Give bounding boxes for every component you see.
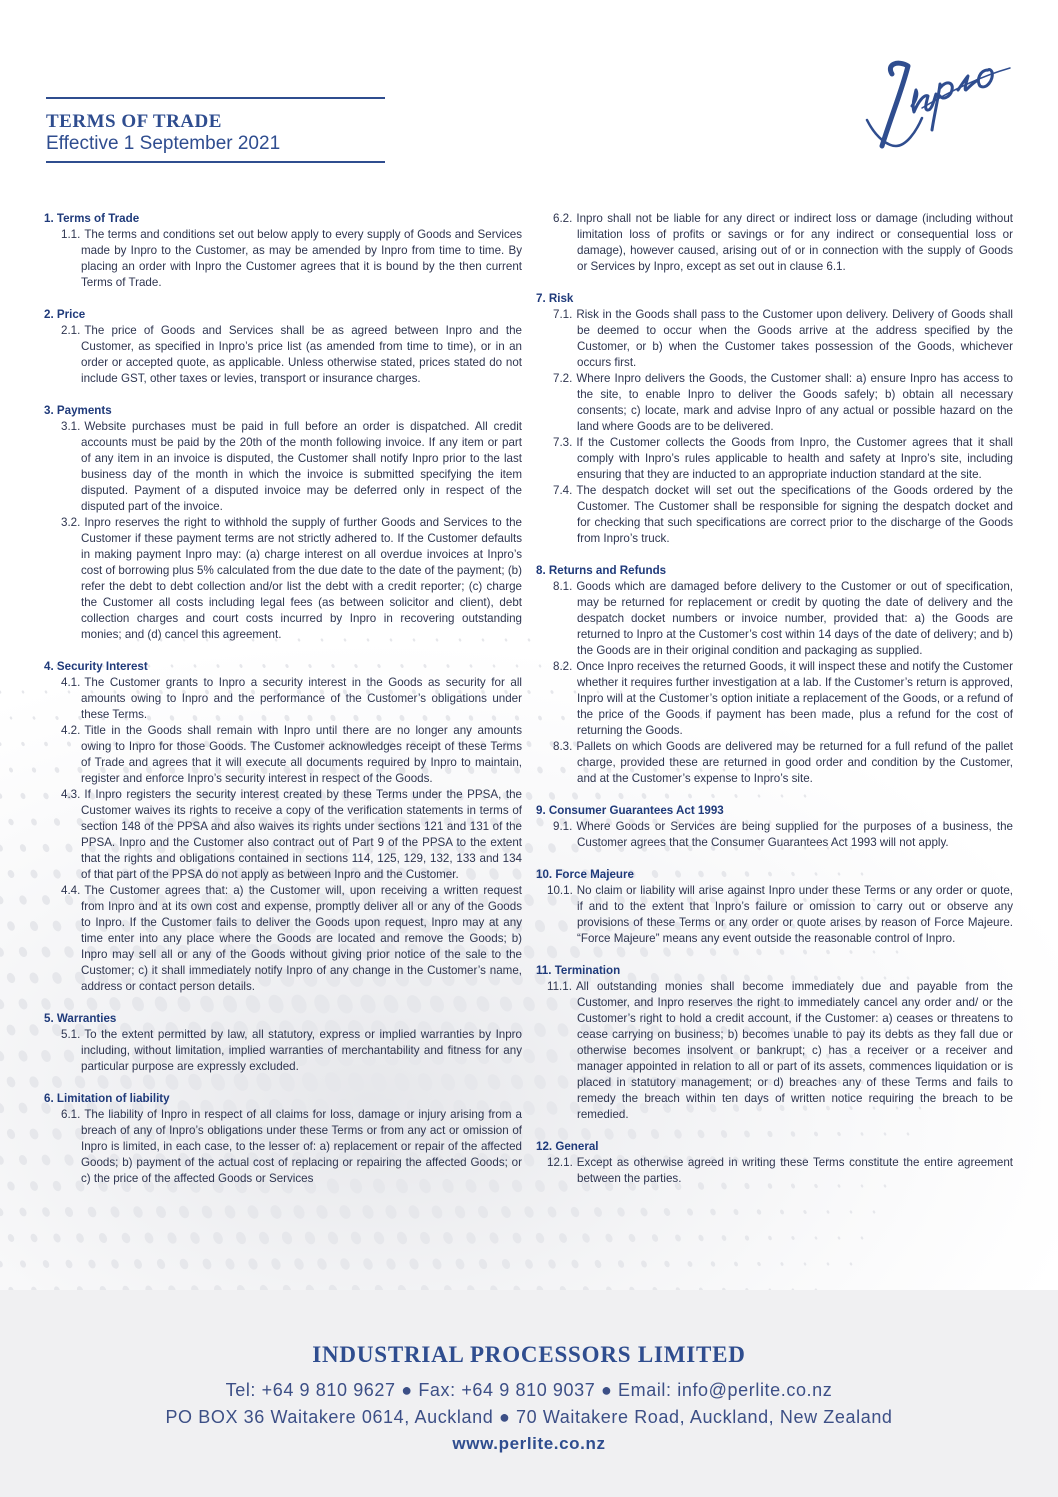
clause-text: Once Inpro receives the returned Goods, it will inspect these and notify the Customer whether it requires further investigation at a lab. If the Customer’s return is approved, Inpro will at the Customer’s option initiate a replacement of the Goods, or a refund of the price of the Goods if payment has been made, plus a refund for the cost of returning the Goods. — [576, 660, 1013, 737]
clause-number: 4.1. — [61, 676, 81, 689]
clause-text: The Customer grants to Inpro a security interest in the Goods as security for all amounts owing to Inpro and the performance of the Customer’s obligations under these Terms. — [81, 676, 522, 721]
clause-number: 4.4. — [61, 884, 81, 897]
clause-text: Risk in the Goods shall pass to the Customer upon delivery. Delivery of Goods shall be deemed to occur when the Goods arrive at the address specified by the Customer, or b) when the Customer takes possession of the Goods, whichever occurs first. — [576, 308, 1013, 369]
clause-2-1 — [44, 323, 522, 387]
clause-number: 3.1. — [61, 420, 81, 433]
document-effective-date: Effective 1 September 2021 — [46, 133, 281, 154]
header-rule-top — [46, 97, 385, 99]
clause-4-4 — [44, 883, 522, 995]
clause-8-3 — [536, 739, 1013, 787]
section-heading: 5. Warranties — [44, 1012, 117, 1025]
clause-number: 7.4. — [553, 484, 573, 497]
clause-text: Pallets on which Goods are delivered may be returned for a full refund of the pallet charge, provided these are returned in good order and condition by the Customer, and at the Customer’s expense to Inpro’s site. — [576, 740, 1013, 785]
clause-4-2 — [44, 723, 522, 787]
clause-7-4 — [536, 483, 1013, 547]
clause-text: Except as otherwise agreed in writing these Terms constitute the entire agreement between the parties. — [576, 1156, 1013, 1185]
section-11 — [536, 963, 1013, 1123]
clause-number: 10.1. — [547, 884, 573, 897]
clause-number: 8.1. — [553, 580, 573, 593]
section-12 — [536, 1139, 1013, 1187]
terms-right-column — [536, 211, 1013, 1203]
clause-4-1 — [44, 675, 522, 723]
clause-text: Where Goods or Services are being supplied for the purposes of a business, the Customer agrees that the Consumer Guarantees Act 1993 will not apply. — [576, 820, 1013, 849]
clause-number: 7.3. — [553, 436, 573, 449]
clause-8-2 — [536, 659, 1013, 739]
document-header — [46, 97, 386, 163]
clause-7-3 — [536, 435, 1013, 483]
clause-text: Goods which are damaged before delivery to the Customer or out of specification, may be returned for replacement or credit by quoting the date of delivery and the despatch docket numbers or invoice number, provided that: a) the Goods are returned to Inpro at the Customer’s cost within 14 days of the date of delivery; and b) the Goods are in their original condition and packaging as supplied. — [576, 580, 1013, 657]
clause-11-1 — [536, 979, 1013, 1123]
company-name: INDUSTRIAL PROCESSORS LIMITED — [312, 1342, 746, 1367]
clause-3-2 — [44, 515, 522, 643]
section-6-continued — [536, 211, 1013, 275]
clause-text: If Inpro registers the security interest created by these Terms under the PPSA, the Customer waives its rights to receive a copy of the verification statements in terms of section 148 of the PPSA and also waives its rights under sections 121 and 131 of the PPSA. Inpro and the Customer also contract out of Part 9 of the PPSA to the extent that the rights and obligations contained in sections 114, 125, 129, 132, 133 and 134 of that part of the PPSA do not apply as between Inpro and the Customer. — [81, 788, 522, 881]
clause-number: 12.1. — [547, 1156, 573, 1169]
clause-5-1 — [44, 1027, 522, 1075]
company-footer — [0, 1340, 1058, 1457]
section-heading: 7. Risk — [536, 292, 574, 305]
clause-text: The despatch docket will set out the specifications of the Goods ordered by the Customer. The Customer shall be responsible for signing the despatch docket and for checking that such specifications are correct prior to the discharge of the Goods from Inpro’s truck. — [576, 484, 1013, 545]
section-3 — [44, 403, 522, 643]
section-heading: 1. Terms of Trade — [44, 212, 140, 225]
clause-number: 6.1. — [61, 1108, 81, 1121]
clause-number: 3.2. — [61, 516, 81, 529]
clause-number: 11.1. — [547, 980, 572, 993]
section-5 — [44, 1011, 522, 1075]
address-line: PO BOX 36 Waitakere 0614, Auckland ● 70 Waitakere Road, Auckland, New Zealand — [165, 1407, 893, 1427]
clause-text: The Customer agrees that: a) the Customer will, upon receiving a written request from Inpro and at its own cost and expense, promptly deliver all or any of the Goods to Inpro. If the Customer fails to deliver the Goods upon request, Inpro may at any time enter into any place where the Goods are located and remove the Goods; b) Inpro may sell all or any of the Goods without giving prior notice of the sale to the Customer; c) it shall immediately notify Inpro of any change in the Customer’s name, address or contact person details. — [81, 884, 522, 993]
section-10 — [536, 867, 1013, 947]
header-rule-bottom — [46, 161, 385, 163]
clause-text: Where Inpro delivers the Goods, the Customer shall: a) ensure Inpro has access to the site, to enable Inpro to deliver the Goods safely; b) obtain all necessary consents; c) locate, mark and advise Inpro of any actual or possible hazard on the land where Goods are to be delivered. — [576, 372, 1013, 433]
clause-1-1 — [44, 227, 522, 291]
clause-8-1 — [536, 579, 1013, 659]
section-1 — [44, 211, 522, 291]
section-4 — [44, 659, 522, 995]
clause-6-1 — [44, 1107, 522, 1187]
section-heading: 12. General — [536, 1140, 599, 1153]
clause-6-2 — [536, 211, 1013, 275]
inpro-logo — [862, 50, 1014, 158]
clause-number: 7.1. — [553, 308, 573, 321]
clause-number: 9.1. — [553, 820, 573, 833]
website-link[interactable]: www.perlite.co.nz — [452, 1434, 606, 1453]
section-7 — [536, 291, 1013, 547]
clause-text: Inpro reserves the right to withhold the supply of further Goods and Services to the Customer if these payment terms are not strictly adhered to. If the Customer defaults in making payment Inpro may: (a) charge interest on all overdue invoices at Inpro’s cost of borrowing plus 5% calculated from the due date to the date of the payment; (b) refer the debt to debt collection and/or list the debt with a credit reporter; (c) charge the Customer all costs including legal fees (as between solicitor and client), debt collection charges and court costs incurred by Inpro in recovering outstanding monies; and (d) cancel this agreement. — [81, 516, 522, 641]
section-heading: 9. Consumer Guarantees Act 1993 — [536, 804, 724, 817]
section-heading: 3. Payments — [44, 404, 112, 417]
clause-number: 8.3. — [553, 740, 573, 753]
clause-9-1 — [536, 819, 1013, 851]
section-8 — [536, 563, 1013, 787]
clause-number: 6.2. — [553, 212, 573, 225]
section-heading: 2. Price — [44, 308, 86, 321]
clause-number: 2.1. — [61, 324, 81, 337]
section-heading: 11. Termination — [536, 964, 621, 977]
clause-number: 4.2. — [61, 724, 81, 737]
document-title: TERMS OF TRADE — [46, 111, 222, 132]
clause-10-1 — [536, 883, 1013, 947]
clause-number: 4.3. — [61, 788, 81, 801]
section-2 — [44, 307, 522, 387]
clause-number: 7.2. — [553, 372, 573, 385]
terms-left-column — [44, 211, 522, 1203]
clause-number: 8.2. — [553, 660, 573, 673]
section-heading: 4. Security Interest — [44, 660, 148, 673]
section-heading: 8. Returns and Refunds — [536, 564, 667, 577]
clause-text: To the extent permitted by law, all statutory, express or implied warranties by Inpro including, without limitation, implied warranties of merchantability and fitness for any particular purpose are expressly excluded. — [81, 1028, 522, 1073]
clause-3-1 — [44, 419, 522, 515]
clause-7-1 — [536, 307, 1013, 371]
clause-text: Website purchases must be paid in full before an order is dispatched. All credit accounts must be paid by the 20th of the month following invoice. If any item or part of any item in an invoice is disputed, the Customer shall notify Inpro prior to the last business day of the month in which the invoice is submitted specifying the item disputed. Payment of a disputed invoice may be deferred only in respect of the disputed part of the invoice. — [81, 420, 522, 513]
clause-text: All outstanding monies shall become immediately due and payable from the Customer, and Inpro reserves the right to immediately cancel any order and/ or the Customer’s right to hold a credit account, if the Customer: a) ceases or threatens to cease carrying on business; b) becomes unable to pay its debts as they fall due or otherwise becomes insolvent or bankrupt; c) has a receiver or a receiver and manager appointed in relation to all or part of its assets, commences liquidation or is placed in statutory management; or d) breaches any of these Terms and fails to remedy the breach within ten days of written notice requiring the breach to be remedied. — [575, 980, 1013, 1121]
clause-text: The liability of Inpro in respect of all claims for loss, damage or injury arising from a breach of any of Inpro’s obligations under these Terms or from any act or omission of Inpro is limited, in each case, to the lesser of: a) replacement or repair of the affected Goods; b) payment of the actual cost of replacing or repairing the affected Goods; or c) the price of the affected Goods or Services — [81, 1108, 522, 1185]
clause-number: 1.1. — [61, 228, 81, 241]
section-6 — [44, 1091, 522, 1187]
clause-text: No claim or liability will arise against Inpro under these Terms or any order or quote, if and to the extent that Inpro’s failure or omission to carry out or observe any provisions of these Terms or any order or quote arises by reason of Force Majeure. “Force Majeure” means any event outside the reasonable control of Inpro. — [576, 884, 1013, 945]
clause-12-1 — [536, 1155, 1013, 1187]
clause-text: Title in the Goods shall remain with Inpro until there are no longer any amounts owing to Inpro for those Goods. The Customer acknowledges receipt of these Terms of Trade and agrees that it will execute all documents required by Inpro to maintain, register and enforce Inpro’s security interest in respect of the Goods. — [81, 724, 522, 785]
clause-number: 5.1. — [61, 1028, 81, 1041]
clause-text: If the Customer collects the Goods from Inpro, the Customer agrees that it shall comply with Inpro’s rules applicable to health and safety at Inpro’s site, including ensuring that they are inducted to an appropriate induction standard at the site. — [576, 436, 1013, 481]
clause-text: Inpro shall not be liable for any direct or indirect loss or damage (including without limitation loss of profits or savings or for any indirect or consequential loss or damage), however caused, arising out of or in connection with the supply of Goods or Services by Inpro, except as set out in clause 6.1. — [576, 212, 1013, 273]
section-heading: 10. Force Majeure — [536, 868, 634, 881]
clause-text: The terms and conditions set out below apply to every supply of Goods and Services made by Inpro to the Customer, as may be amended by Inpro from time to time. By placing an order with Inpro the Customer agrees that it is bound by the then current Terms of Trade. — [81, 228, 522, 289]
clause-7-2 — [536, 371, 1013, 435]
section-heading: 6. Limitation of liability — [44, 1092, 170, 1105]
clause-4-3 — [44, 787, 522, 883]
contact-line: Tel: +64 9 810 9627 ● Fax: +64 9 810 9037 ● Email: info@perlite.co.nz — [225, 1380, 833, 1400]
clause-text: The price of Goods and Services shall be as agreed between Inpro and the Customer, as specified in Inpro’s price list (as amended from time to time), or in an order or accepted quote, as applicable. Unless otherwise stated, prices stated do not include GST, other taxes or levies, transport or insurance charges. — [81, 324, 522, 385]
section-9 — [536, 803, 1013, 851]
